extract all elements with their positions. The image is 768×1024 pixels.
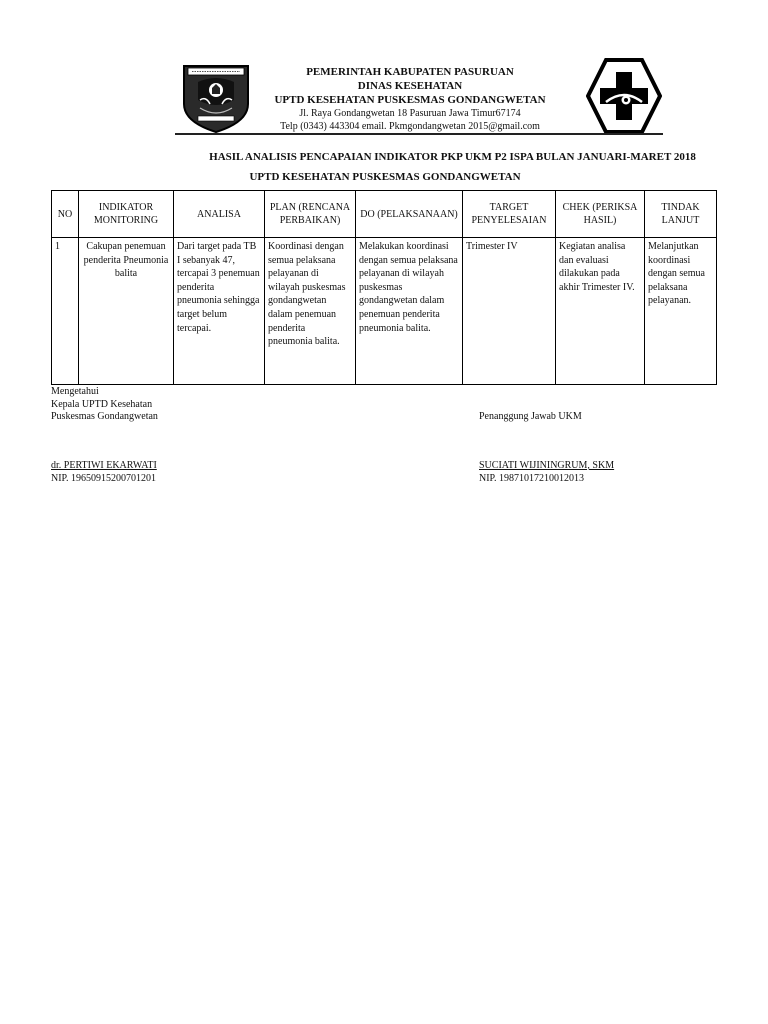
agency-name: DINAS KESEHATAN <box>357 80 463 92</box>
cell-analisa: Dari target pada TB I sebanyak 47, tercapai 3 penemuan penderita pneumonia sehingga target belum tercapai. <box>174 238 265 385</box>
acknowledgement-label: Mengetahui <box>51 386 99 397</box>
institution-name: UPTD KESEHATAN PUSKESMAS GONDANGWETAN <box>274 94 546 106</box>
signature-right-block <box>479 411 582 424</box>
document-title: HASIL ANALISIS PENCAPAIAN INDIKATOR PKP UKM P2 ISPA BULAN JANUARI-MARET 2018 <box>209 151 696 163</box>
address-line: Jl. Raya Gondangwetan 18 Pasuruan Jawa Timur67174 <box>299 108 521 119</box>
responsible-role: Penanggung Jawab UKM <box>479 411 582 422</box>
table-header-row <box>52 191 717 238</box>
header-chek: CHEK (PERIKSA HASIL) <box>556 191 645 238</box>
signatory-left-name: dr. PERTIWI EKARWATI <box>51 460 157 471</box>
government-name: PEMERINTAH KABUPATEN PASURUAN <box>306 66 514 78</box>
cell-indikator: Cakupan penemuan penderita Pneumonia balita <box>79 238 174 385</box>
signatory-right <box>479 460 614 485</box>
cell-target: Trimester IV <box>463 238 556 385</box>
letterhead-divider <box>175 133 663 135</box>
header-tindak: TINDAK LANJUT <box>645 191 717 238</box>
header-no: NO <box>52 191 79 238</box>
cell-plan: Koordinasi dengan semua pelaksana pelayanan di wilayah puskesmas gondangwetan dalam penemuan penderita pneumonia balita. <box>265 238 356 385</box>
header-indikator: INDIKATOR MONITORING <box>79 191 174 238</box>
header-do: DO (PELAKSANAAN) <box>356 191 463 238</box>
table-row <box>52 238 717 385</box>
header-analisa: ANALISA <box>174 191 265 238</box>
cell-do: Melakukan koordinasi dengan semua pelaksana pelayanan di wilayah puskesmas gondangwetan dalam penemuan penderita pneumonia balita. <box>356 238 463 385</box>
cell-no: 1 <box>52 238 79 385</box>
header-target: TARGET PENYELESAIAN <box>463 191 556 238</box>
cell-chek: Kegiatan analisa dan evaluasi dilakukan pada akhir Trimester IV. <box>556 238 645 385</box>
cell-tindak: Melanjutkan koordinasi dengan semua pelaksana pelayanan. <box>645 238 717 385</box>
document-subtitle: UPTD KESEHATAN PUSKESMAS GONDANGWETAN <box>249 171 521 183</box>
signatory-right-name: SUCIATI WIJININGRUM, SKM <box>479 460 615 471</box>
signature-left-block <box>51 386 158 424</box>
signatory-left <box>51 460 157 485</box>
header-plan: PLAN (RENCANA PERBAIKAN) <box>265 191 356 238</box>
signatory-left-nip: NIP. 19650915200701201 <box>51 472 157 484</box>
head-title: Kepala UPTD Kesehatan <box>51 398 153 410</box>
signatory-right-nip: NIP. 19871017210012013 <box>479 472 585 484</box>
analysis-table <box>51 190 717 385</box>
puskesmas-cross-emblem-icon <box>586 58 662 134</box>
letterhead <box>230 65 590 133</box>
head-institution: Puskesmas Gondangwetan <box>51 411 158 422</box>
contact-line: Telp (0343) 443304 email. Pkmgondangwetan 2015@gmail.com <box>280 121 540 132</box>
